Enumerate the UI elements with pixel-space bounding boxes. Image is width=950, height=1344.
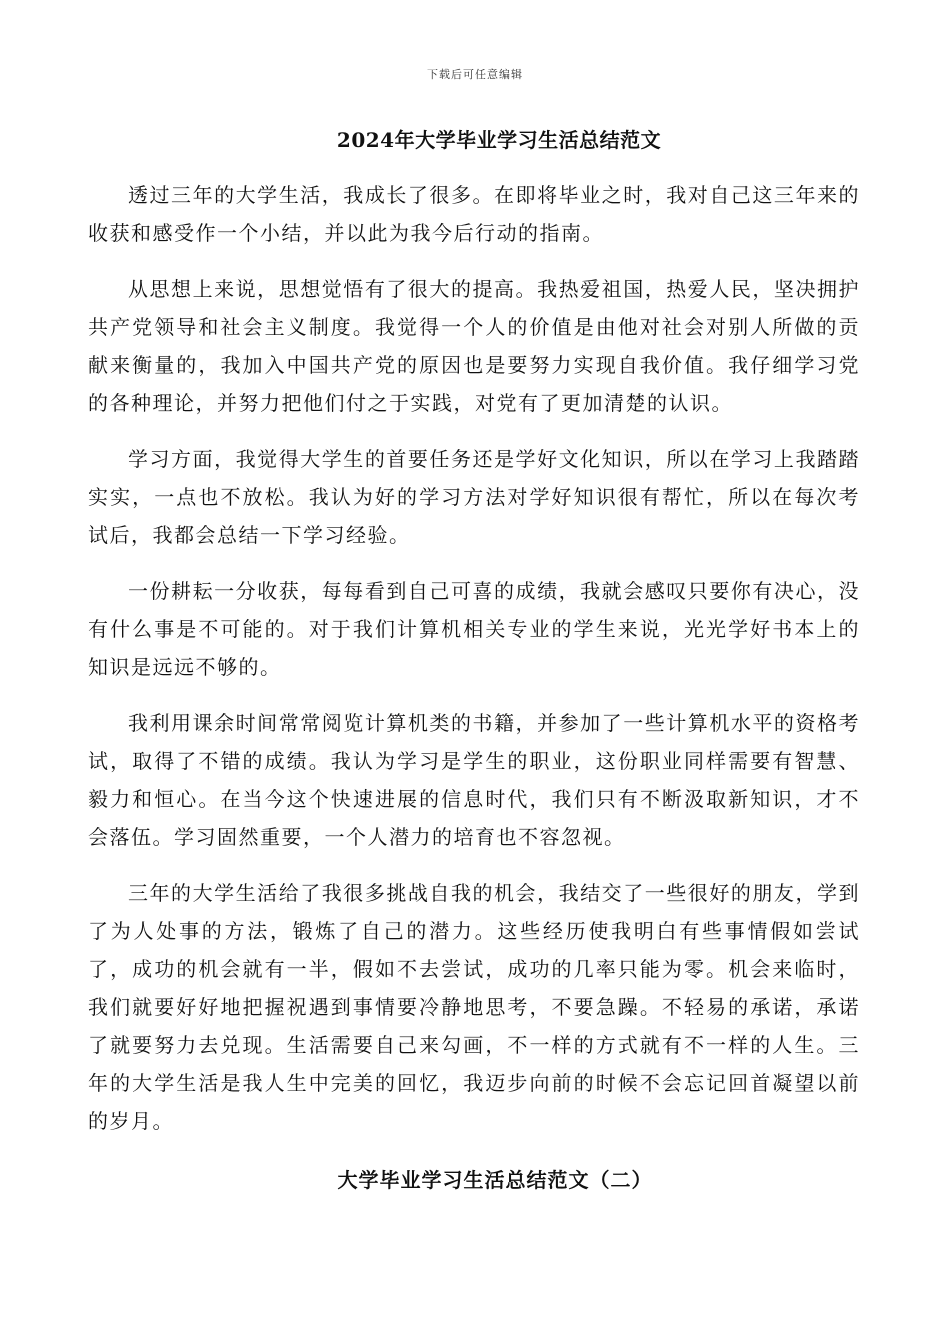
paragraph-3: 学习方面，我觉得大学生的首要任务还是学好文化知识，所以在学习上我踏踏实实，一点也不放松。我认为好的学习方法对学好知识很有帮忙，所以在每次考试后，我都会总结一下学习经验。 bbox=[88, 447, 860, 547]
paragraph-4: 一份耕耘一分收获，每每看到自己可喜的成绩，我就会感叹只要你有决心，没有什么事是不可能的。对于我们计算机相关专业的学生来说，光光学好书本上的知识是远远不够的。 bbox=[88, 579, 860, 679]
section-title-2: 大学毕业学习生活总结范文（二） bbox=[337, 1168, 653, 1192]
paragraph-6: 三年的大学生活给了我很多挑战自我的机会，我结交了一些很好的朋友，学到了为人处事的方法，锻炼了自己的潜力。这些经历使我明白有些事情假如尝试了，成功的机会就有一半，假如不去尝试，成功的几率只能为零。机会来临时，我们就要好好地把握祝遇到事情要冷静地思考，不要急躁。不轻易的承诺，承诺了就要努力去兑现。生活需要自己来勾画，不一样的方式就有不一样的人生。三年的大学生活是我人生中完美的回忆，我迈步向前的时候不会忘记回首凝望以前的岁月。 bbox=[88, 881, 860, 1133]
paragraph-1: 透过三年的大学生活，我成长了很多。在即将毕业之时，我对自己这三年来的收获和感受作一个小结，并以此为我今后行动的指南。 bbox=[88, 183, 860, 245]
document-title: 2024年大学毕业学习生活总结范文 bbox=[336, 128, 662, 152]
paragraph-2: 从思想上来说，思想觉悟有了很大的提高。我热爱祖国，热爱人民，坚决拥护共产党领导和社会主义制度。我觉得一个人的价值是由他对社会对别人所做的贡献来衡量的，我加入中国共产党的原因也是要努力实现自我价值。我仔细学习党的各种理论，并努力把他们付之于实践，对党有了更加清楚的认识。 bbox=[88, 277, 860, 415]
paragraph-5: 我利用课余时间常常阅览计算机类的书籍，并参加了一些计算机水平的资格考试，取得了不错的成绩。我认为学习是学生的职业，这份职业同样需要有智慧、毅力和恒心。在当今这个快速进展的信息时代，我们只有不断汲取新知识，才不会落伍。学习固然重要，一个人潜力的培育也不容忽视。 bbox=[88, 711, 860, 849]
document-body bbox=[88, 176, 860, 1158]
header-note: 下载后可任意编辑 bbox=[427, 68, 523, 81]
